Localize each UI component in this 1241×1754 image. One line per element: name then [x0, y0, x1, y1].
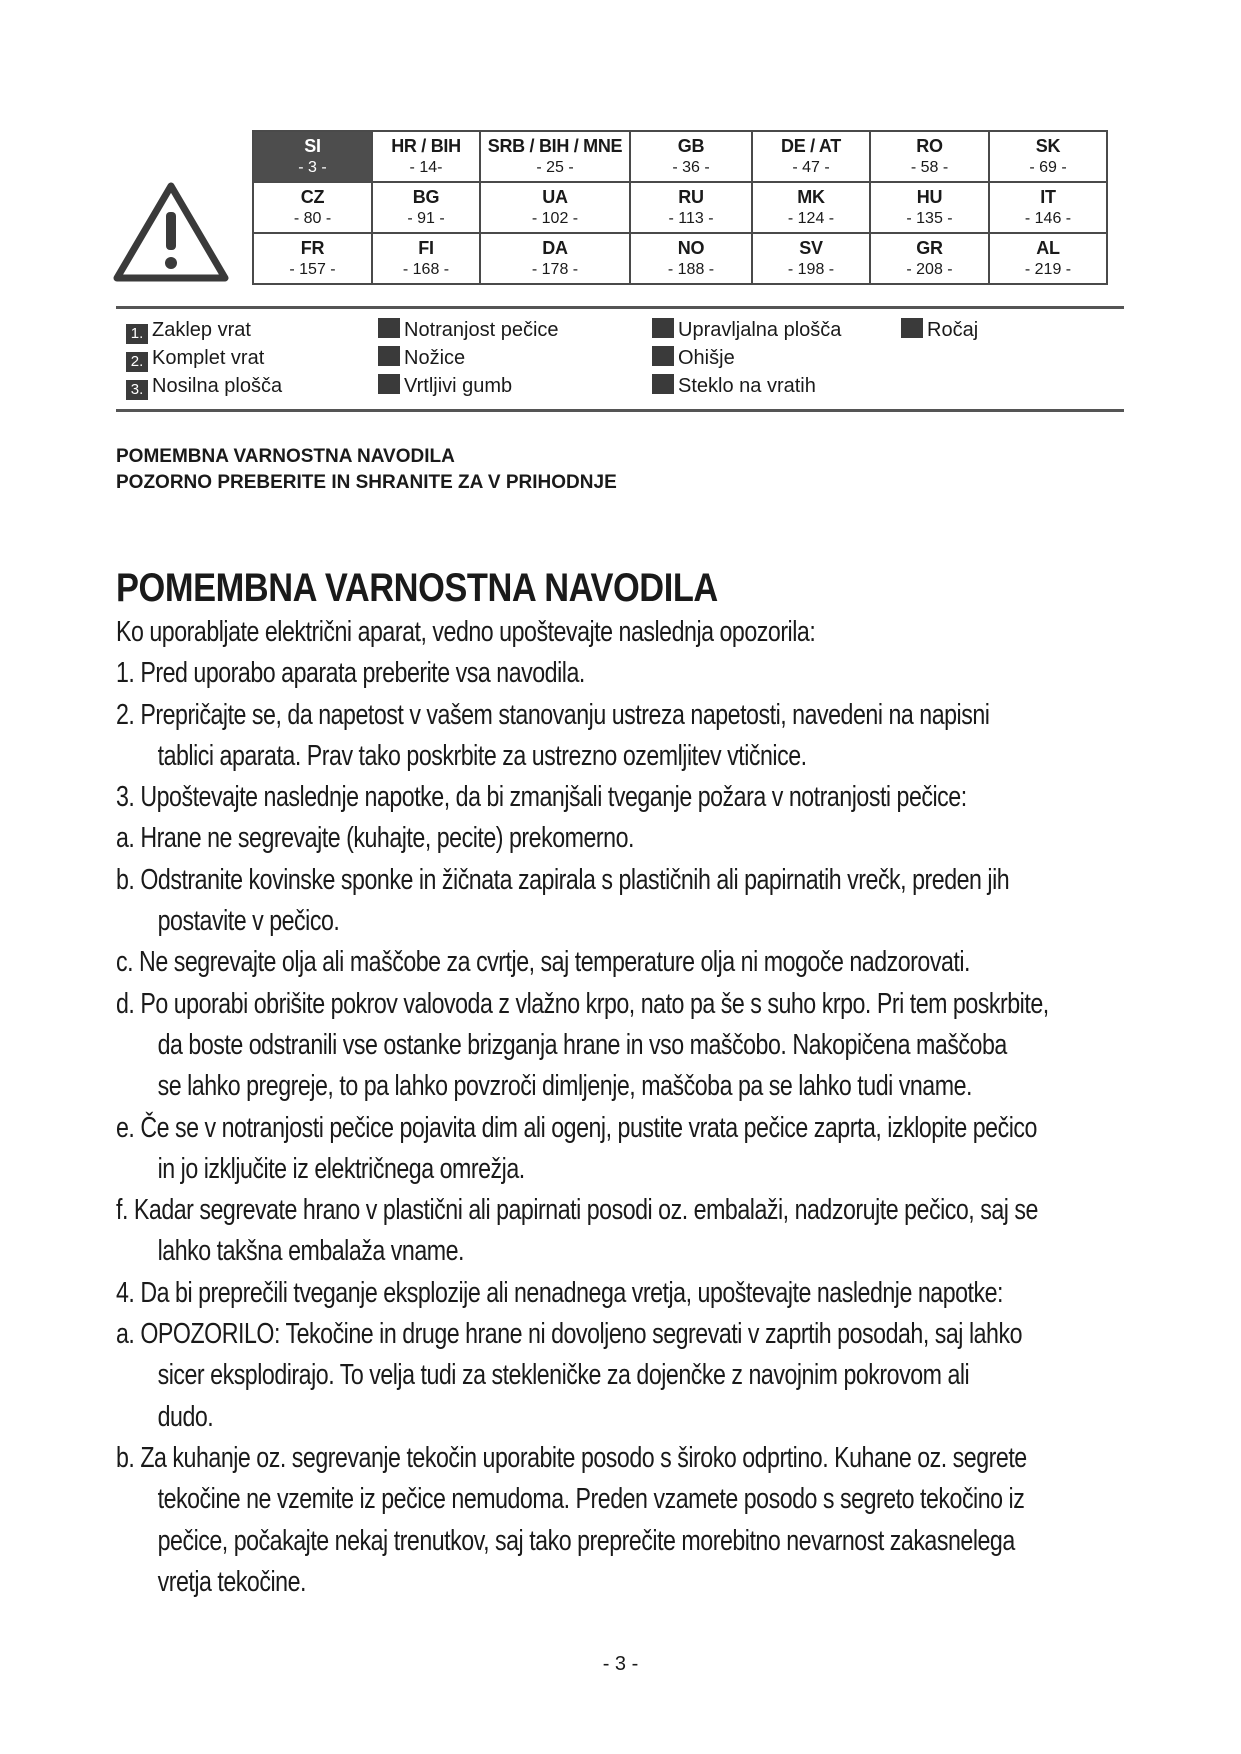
- page-number: - 3 -: [602, 1653, 639, 1675]
- language-cell: [253, 182, 372, 233]
- part-label: Komplet vrat: [152, 347, 265, 369]
- language-page: - 91 -: [407, 209, 445, 227]
- language-code: DE / AT: [781, 135, 841, 156]
- instruction-line: sicer eksplodirajo. To velja tudi za stekleničke za dojenčke z navojnim pokrovom ali: [157, 1359, 970, 1392]
- language-page: - 3 -: [298, 158, 327, 176]
- part-item: [378, 346, 465, 370]
- language-cell: [752, 182, 870, 233]
- language-page: - 146 -: [1024, 209, 1072, 227]
- language-cell: [372, 182, 480, 233]
- part-marker: [378, 318, 400, 338]
- language-page: - 58 -: [910, 158, 949, 176]
- language-code: SV: [799, 237, 823, 258]
- instruction-line: Ko uporabljate električni aparat, vedno upoštevajte naslednja opozorila:: [116, 616, 816, 648]
- language-page: - 113 -: [668, 209, 714, 227]
- bottom-divider: [116, 409, 1124, 412]
- instruction-line: b. Za kuhanje oz. segrevanje tekočin uporabite posodo s široko odprtino. Kuhane oz. segrete: [116, 1441, 1027, 1474]
- instruction-line: postavite v pečico.: [157, 905, 340, 938]
- language-page: - 36 -: [672, 158, 710, 176]
- instruction-line: 3. Upoštevajte naslednje napotke, da bi zmanjšali tveganje požara v notranjosti pečice:: [116, 781, 967, 814]
- language-cell: [752, 131, 870, 182]
- part-marker: 3.: [126, 380, 148, 400]
- top-divider: [116, 306, 1124, 309]
- language-cell: [253, 131, 372, 182]
- part-item: [378, 374, 512, 398]
- language-code: CZ: [300, 186, 325, 207]
- language-page: - 47 -: [792, 158, 830, 176]
- language-code: HR / BIH: [391, 135, 461, 156]
- language-code: BG: [412, 186, 440, 207]
- language-code: SRB / BIH / MNE: [487, 135, 623, 156]
- language-page: - 124 -: [787, 209, 835, 227]
- language-code: AL: [1036, 237, 1060, 258]
- language-page: - 188 -: [667, 260, 715, 278]
- instruction-line: lahko takšna embalaža vname.: [157, 1235, 464, 1268]
- part-marker: 1.: [126, 324, 148, 344]
- instruction-line: vretja tekočine.: [157, 1565, 306, 1598]
- instruction-line: tablici aparata. Prav tako poskrbite za ustrezno ozemljitev vtičnice.: [157, 739, 807, 772]
- instruction-line: da boste odstranili vse ostanke brizganja hrane in vso maščobo. Nakopičena maščoba: [157, 1028, 1007, 1061]
- part-marker: [901, 318, 923, 338]
- part-item: [126, 346, 264, 370]
- instruction-line: f. Kadar segrevate hrano v plastični ali papirnati posodi oz. embalaži, nadzorujte pečico, saj se: [116, 1194, 1038, 1227]
- language-page: - 14-: [409, 158, 443, 176]
- instruction-line: dudo.: [157, 1400, 214, 1433]
- part-marker: [652, 374, 674, 394]
- part-label: Steklo na vratih: [678, 375, 816, 397]
- part-item: [378, 318, 559, 342]
- language-code: MK: [797, 186, 825, 207]
- part-item: [652, 318, 841, 342]
- instruction-line: in jo izključite iz električnega omrežja.: [157, 1152, 525, 1185]
- instruction-lines: [116, 612, 1176, 1603]
- language-page: - 168 -: [402, 260, 450, 278]
- language-page: - 69 -: [1029, 158, 1067, 176]
- subheading-line-2: POZORNO PREBERITE IN SHRANITE ZA V PRIHODNJE: [116, 472, 617, 493]
- instruction-line: pečice, počakajte nekaj trenutkov, saj tako preprečite morebitno nevarnost zakasnelega: [157, 1524, 1015, 1557]
- instruction-line: c. Ne segrevajte olja ali maščobe za cvrtje, saj temperature olja ni mogoče nadzorovati.: [116, 946, 970, 979]
- part-marker: [652, 318, 674, 338]
- language-code: GR: [916, 237, 943, 258]
- language-code: DA: [542, 237, 568, 258]
- part-label: Nosilna plošča: [152, 375, 283, 397]
- part-marker: [378, 346, 400, 366]
- language-page: - 198 -: [787, 260, 835, 278]
- language-cell: [480, 233, 630, 284]
- language-code: NO: [677, 237, 705, 258]
- language-code: FI: [418, 237, 434, 258]
- language-cell: [480, 182, 630, 233]
- language-page: - 178 -: [531, 260, 579, 278]
- part-marker: 2.: [126, 352, 148, 372]
- language-cell: [372, 233, 480, 284]
- instruction-line: se lahko pregreje, to pa lahko povzroči dimljenje, maščoba pa se lahko tudi vname.: [157, 1070, 972, 1103]
- language-index-table: [252, 130, 1108, 285]
- instruction-line: a. OPOZORILO: Tekočine in druge hrane ni dovoljeno segrevati v zaprtih posodah, saj lahko: [116, 1318, 1023, 1351]
- language-cell: [630, 131, 752, 182]
- language-cell: [372, 131, 480, 182]
- instruction-line: b. Odstranite kovinske sponke in žičnata zapirala s plastičnih ali papirnatih vrečk, preden jih: [116, 863, 1010, 896]
- part-item: [652, 346, 735, 370]
- section-title: POMEMBNA VARNOSTNA NAVODILA: [116, 566, 718, 610]
- warning-icon: [112, 180, 230, 284]
- instruction-line: a. Hrane ne segrevajte (kuhajte, pecite) prekomerno.: [116, 822, 634, 855]
- language-row: [253, 131, 1107, 182]
- language-page: - 219 -: [1024, 260, 1072, 278]
- language-page: - 208 -: [906, 260, 953, 278]
- part-label: Ohišje: [678, 347, 735, 369]
- part-label: Notranjost pečice: [404, 319, 559, 341]
- language-cell: [253, 233, 372, 284]
- language-cell: [989, 233, 1107, 284]
- language-code: FR: [300, 237, 325, 258]
- part-marker: [378, 374, 400, 394]
- part-item: [652, 374, 816, 398]
- instruction-line: 1. Pred uporabo aparata preberite vsa navodila.: [116, 657, 585, 690]
- language-cell: [989, 131, 1107, 182]
- language-cell: [630, 182, 752, 233]
- instruction-line: e. Če se v notranjosti pečice pojavita dim ali ogenj, pustite vrata pečice zaprta, izklopite pečico: [116, 1111, 1037, 1144]
- language-page: - 157 -: [289, 260, 336, 278]
- language-code: SK: [1035, 135, 1061, 156]
- language-cell: [870, 182, 989, 233]
- language-row: [253, 233, 1107, 284]
- language-code: UA: [542, 186, 568, 207]
- part-marker: [652, 346, 674, 366]
- subheading-line-1: POMEMBNA VARNOSTNA NAVODILA: [116, 446, 455, 467]
- part-label: Nožice: [404, 347, 466, 369]
- language-code: RU: [678, 186, 704, 207]
- part-item: [126, 374, 282, 398]
- instruction-line: tekočine ne vzemite iz pečice nemudoma. Preden vzamete posodo s segreto tekočino iz: [157, 1483, 1025, 1516]
- part-label: Vrtljivi gumb: [404, 375, 513, 397]
- language-row: [253, 182, 1107, 233]
- language-code: RO: [916, 135, 943, 156]
- language-cell: [870, 131, 989, 182]
- instruction-line: d. Po uporabi obrišite pokrov valovoda z vlažno krpo, nato pa še s suho krpo. Pri tem poskrbite,: [116, 987, 1049, 1020]
- language-page: - 25 -: [536, 158, 574, 176]
- instruction-line: 2. Prepričajte se, da napetost v vašem stanovanju ustreza napetosti, navedeni na napisni: [116, 698, 990, 731]
- part-item: [901, 318, 978, 342]
- language-code: HU: [916, 186, 943, 207]
- part-label: Upravljalna plošča: [678, 319, 842, 341]
- part-label: Zaklep vrat: [152, 319, 251, 341]
- language-code: IT: [1040, 186, 1056, 207]
- safety-instructions: [116, 564, 1176, 1603]
- language-cell: [989, 182, 1107, 233]
- part-item: [126, 318, 251, 342]
- language-cell: [630, 233, 752, 284]
- language-page: - 135 -: [906, 209, 953, 227]
- language-code: GB: [677, 135, 705, 156]
- language-cell: [870, 233, 989, 284]
- language-page: - 80 -: [293, 209, 332, 227]
- language-code: SI: [304, 135, 321, 156]
- language-cell: [752, 233, 870, 284]
- part-label: Ročaj: [927, 319, 979, 341]
- instruction-line: 4. Da bi preprečili tveganje eksplozije ali nenadnega vretja, upoštevajte naslednje napotke:: [116, 1276, 1004, 1309]
- language-cell: [480, 131, 630, 182]
- language-page: - 102 -: [531, 209, 579, 227]
